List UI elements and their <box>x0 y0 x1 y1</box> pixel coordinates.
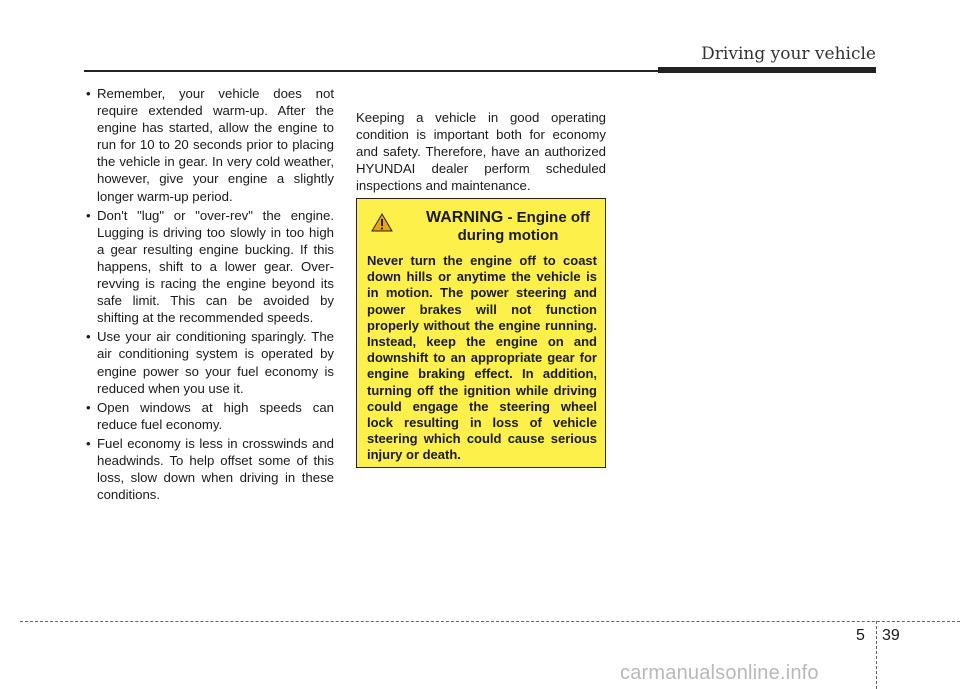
footer-divider <box>876 621 877 689</box>
warning-title <box>403 209 613 245</box>
warning-box <box>356 198 606 468</box>
list-item: • Fuel economy is less in crosswinds and headwinds. To help offset some of this loss, slow down when driving in these conditions. <box>84 435 334 503</box>
chapter-number: 5 <box>856 627 865 644</box>
watermark: carmanualsonline.info <box>620 662 819 684</box>
page-number: 39 <box>882 627 900 644</box>
list-item: • Don't "lug" or "over-rev" the engine. Lugging is driving too slowly in too high a gear resulting engine bucking. If this happens, shift to a lower gear. Over-revving is racing the engine beyond its safe limit. This can be avoided by shifting at the recommended speeds. <box>84 207 334 327</box>
warning-keyword: WARNING <box>426 209 504 226</box>
header-rule-thin <box>84 70 658 72</box>
header-rule-thick <box>658 67 876 73</box>
maintenance-paragraph: Keeping a vehicle in good operating condition is important both for economy and safety. Therefore, have an authorized HYUNDAI dealer perform scheduled inspections and maintenance. <box>356 110 606 194</box>
tips-list <box>84 85 334 503</box>
warning-triangle-icon <box>371 213 393 232</box>
list-item: • Open windows at high speeds can reduce fuel economy. <box>84 399 334 433</box>
list-item: • Remember, your vehicle does not require extended warm-up. After the engine has started, allow the engine to run for 10 to 20 seconds prior to placing the vehicle in gear. In very cold weather, however, give your engine a slightly longer warm-up period. <box>84 85 334 205</box>
footer-rule <box>20 621 960 622</box>
section-title: Driving your vehicle <box>701 44 876 64</box>
warning-body: Never turn the engine off to coast down hills or anytime the vehicle is in motion. The power steering and power brakes will not function properly without the engine running. Instead, keep the engine on and downshift to an appropriate gear for engine braking effect. In addition, turning off the ignition while driving could engage the steering wheel lock resulting in loss of vehicle steering which could cause serious injury or death. <box>367 253 597 463</box>
warning-header <box>367 209 597 247</box>
warning-subtitle: - Engine off during motion <box>457 209 590 244</box>
left-column <box>84 85 334 505</box>
list-item: • Use your air conditioning sparingly. The air conditioning system is operated by engine power so your fuel economy is reduced when you use it. <box>84 328 334 396</box>
